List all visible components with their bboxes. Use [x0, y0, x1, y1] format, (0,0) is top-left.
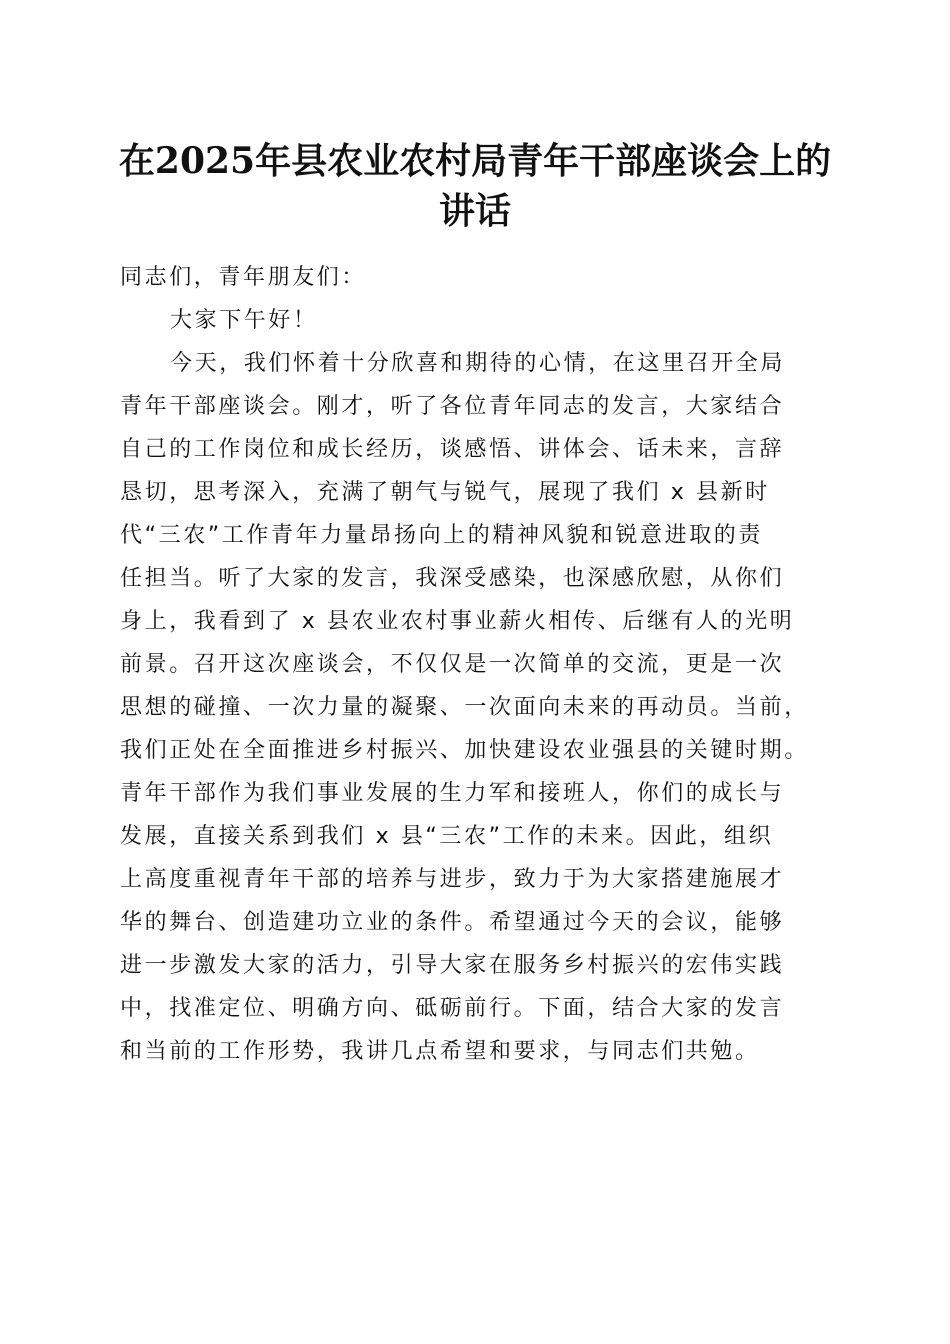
paragraph-line: 上高度重视青年干部的培养与进步，致力于为大家搭建施展才: [120, 867, 785, 892]
paragraph-line: 青年干部座谈会。刚才，听了各位青年同志的发言，大家结合: [120, 394, 785, 419]
paragraph-line: 和当前的工作形势，我讲几点希望和要求，与同志们共勉。: [120, 1039, 760, 1064]
paragraph-line: 青年干部作为我们事业发展的生力军和接班人，你们的成长与: [120, 781, 785, 806]
paragraph-line: 代“三农”工作青年力量昂扬向上的精神风貌和锐意进取的责: [120, 523, 763, 548]
paragraph-line: 今天，我们怀着十分欣喜和期待的心情，在这里召开全局: [170, 351, 786, 376]
salutation: 同志们，青年朋友们：: [120, 265, 367, 290]
paragraph-line: 我们正处在全面推进乡村振兴、加快建设农业强县的关键时期。: [120, 738, 809, 763]
document-body: [120, 256, 860, 1073]
paragraph-line: 自己的工作岗位和成长经历，谈感悟、讲体会、话未来，言辞: [120, 437, 785, 462]
paragraph-line: 进一步激发大家的活力，引导大家在服务乡村振兴的宏伟实践: [120, 953, 785, 978]
paragraph-line: 发展，直接关系到我们 x 县“三农”工作的未来。因此，组织: [120, 824, 774, 849]
title-line: 在2025年县农业农村局青年干部座谈会上的: [118, 140, 832, 182]
paragraph-line: 中，找准定位、明确方向、砥砺前行。下面，结合大家的发言: [120, 996, 785, 1021]
paragraph-line: 身上，我看到了 x 县农业农村事业薪火相传、后继有人的光明: [120, 609, 795, 634]
paragraph-line: 华的舞台、创造建功立业的条件。希望通过今天的会议，能够: [120, 910, 785, 935]
paragraph-line: 思想的碰撞、一次力量的凝聚、一次面向未来的再动员。当前，: [120, 695, 809, 720]
paragraph-line: 任担当。听了大家的发言，我深受感染，也深感欣慰，从你们: [120, 566, 785, 591]
greeting: 大家下午好！: [170, 308, 318, 333]
paragraph-line: 前景。召开这次座谈会，不仅仅是一次简单的交流，更是一次: [120, 652, 785, 677]
paragraph-line: 恳切，思考深入，充满了朝气与锐气，展现了我们 x 县新时: [120, 480, 770, 505]
document-title: [100, 136, 850, 236]
opening-paragraph: [120, 342, 860, 1073]
title-line: 讲话: [438, 190, 511, 232]
